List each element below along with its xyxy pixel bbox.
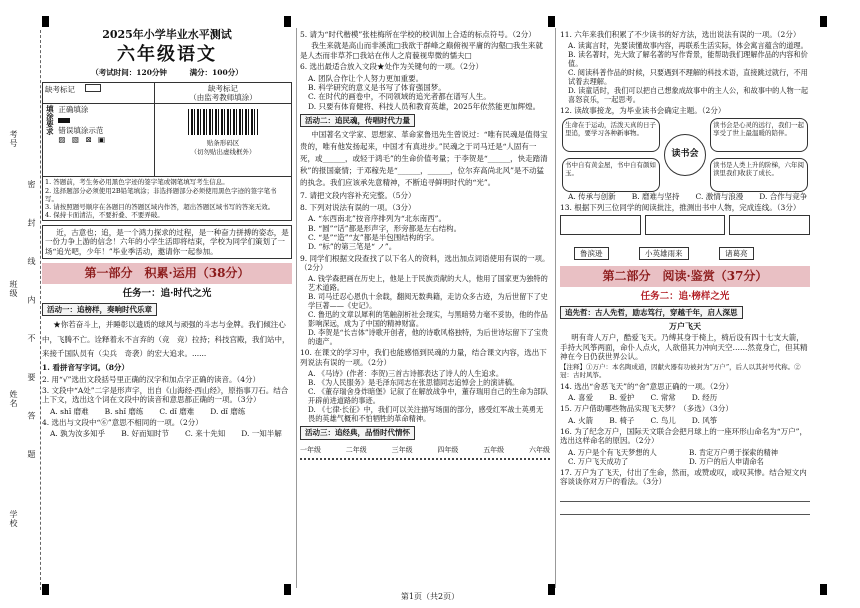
column-1 — [42, 28, 292, 588]
options-q4 — [42, 429, 292, 438]
question-10: 10. 在课文的学习中，我们也能感悟到民魂的力量，结合课文内容，选出下列说法有误的一项。（2分） — [300, 348, 547, 367]
grade-timeline — [300, 446, 550, 455]
exam-time: （考试时间：120分钟 — [91, 68, 167, 78]
absent-mark-label: 缺考标记 — [45, 84, 75, 94]
activity2-label: 活动二：追民魂，传唱时代力量 — [300, 114, 415, 127]
option[interactable]: C. 鲁迅的文章以犀利的笔触剖析社会现实，与黑暗势力毫不妥协，他的作品影响深远，成为了中国的精神财富。 — [308, 310, 548, 329]
annotation-box — [729, 215, 810, 235]
registration-mark — [284, 16, 291, 27]
option[interactable]: D. dǐ 磨练 — [210, 406, 246, 416]
name-label: 姓名 — [9, 390, 18, 408]
option[interactable]: B. 爱护 — [609, 392, 635, 402]
question-7: 7. 请把文段内容补充完整。（5分） — [300, 191, 416, 201]
question-4: 4. 选出与文段中“⑥”意思不相同的一项。（2分） — [42, 418, 203, 427]
option[interactable]: D. 李贺是“长吉体”诗歌开创者，他的诗歌风格独特，为后世诗坛留下了宝贵的遗产。 — [308, 328, 549, 347]
speech-cloud: 生命在于运动，活泼天真的日子里追，要学习各种新事物。 — [562, 118, 660, 152]
rule-item: 2. 选择题部分必须使用2B铅笔填涂；非选择题部分必须使用黑色字迹的签字笔书写。 — [45, 186, 277, 203]
activity3-label: 活动三：追经典，品悟时代情怀 — [300, 426, 415, 439]
option[interactable]: D. 读童话时，我们可以把自己想象成故事中的主人公，和故事中的人物一起喜怒哀乐，一起思考。 — [568, 86, 809, 105]
part2-banner: 第二部分 阅读·鉴赏（37分） — [560, 266, 810, 287]
timeline-path — [300, 458, 550, 460]
activity4-label: 追先哲：古人先哲，励志笃行，穿越千年，启人深思 — [560, 306, 743, 319]
options-q11 — [560, 41, 810, 104]
column-2 — [300, 28, 550, 588]
correct-fill-sample — [58, 118, 70, 123]
school-motto: 我生来就是高山而非溪流□我欲于群峰之巅俯视平庸的沟壑□我生来就是人杰而非草芥□我站在伟人之肩藐视卑微的懦夫□ — [300, 41, 543, 60]
question-6: 6. 选出最适合放入文段★处作为关键句的一项。（2分） — [300, 62, 484, 72]
barcode-area-label: 贴条形码区 （切勿贴出虚线框外） — [190, 139, 256, 156]
option[interactable]: C. dǐ 磨难 — [159, 406, 195, 416]
rule-item: 3. 请按照题号顺序在各题目的答题区域内作答，超出答题区域书写的答案无效。 — [45, 202, 275, 211]
passage1: ★你若奋斗上，并睡彰以遗质的球风与顽强的斗志与金牌。我们倾注心中，飞腾不亡。诠释着永不言弃的（竞 竞）拉持；科技宫殿，我们站中，来接千国队员有（尖兵 奇袭）的宏大追求。...... — [42, 320, 290, 358]
question-15: 15. 万户借助哪些物品实现飞天梦？（多选）（3分） — [560, 404, 733, 414]
option[interactable]: D. 万户的后人申请命名 — [689, 456, 764, 466]
option[interactable]: C. 鸟儿 — [650, 415, 676, 425]
character-chip[interactable]: 诸葛亮 — [719, 247, 754, 260]
column-divider — [555, 28, 556, 588]
passage3: 明有奇人万户，酷爱飞天。乃缚其身于椅上，椅后设有四十七支大箭，手持大风筝两面，命仆人点火，人欲借其力冲向天空……然竟身亡，但其精神在今日仍获世界公认。 — [560, 333, 808, 361]
option[interactable]: D. 只要有体育健将、科技人员和教育英雄，2025年依然能更加辉煌。 — [308, 101, 541, 111]
options-q15 — [560, 416, 810, 425]
options-q9 — [300, 274, 550, 346]
options-q14 — [560, 393, 810, 402]
intro-passage: 近，古意也；追，是一个鸿力探求的过程，是一种奋力拼搏的姿态，是一份力争上游的信念！六年的小学生活即将结束，学校为同学们策划了一场“追光吧，少年！”毕业季活动，邀请你一起参加。 — [42, 225, 292, 259]
option[interactable]: A. “东西南北”按音序排列为“北东南西”。 — [308, 214, 447, 224]
part1-banner: 第一部分 积累·运用（38分） — [42, 263, 292, 284]
character-chip[interactable]: 小英雄雨来 — [639, 247, 689, 260]
rule-item: 1. 答题前，考生务必用黑色字迹的签字笔或钢笔填写考生信息。 — [45, 178, 229, 187]
absent-note: 缺考标记 （由监考教师填涂） — [155, 82, 292, 104]
option[interactable]: D. “标”的第三笔是“ ノ”。 — [308, 242, 397, 252]
registration-mark — [820, 16, 827, 27]
timeline-step: 五年级 — [483, 445, 505, 454]
option[interactable]: D. 合作与竞争 — [759, 191, 808, 201]
timeline-step: 四年级 — [437, 445, 459, 454]
option[interactable]: C. “是”“造”“友”都是半包围结构的字。 — [308, 232, 439, 242]
barcode-graphic — [188, 109, 258, 135]
options-q12 — [560, 192, 810, 201]
question-1: 1. 看拼音写字词。（8分） — [42, 363, 129, 373]
option[interactable]: A. 读寓言时，先要读懂故事内容，再联系生活实际，体会寓言蕴含的道理。 — [568, 41, 808, 51]
option[interactable]: C. 激情与浪漫 — [695, 191, 744, 201]
exam-title: 2025年小学毕业水平测试 — [102, 28, 232, 41]
question-8: 8. 下列对说法有误的一项。（3分） — [300, 202, 416, 212]
question-12: 12. 读故事接龙，为毕业读书会确定主题。（2分） — [560, 106, 726, 116]
options-q16 — [560, 448, 810, 466]
question-3: 3. 文段中“A处”二字是形声字，出自《山海经·西山经》，原指事刀石。结合上下文，选出这个词在文段中的读音和意思都正确的一项。（3分） — [42, 385, 289, 405]
question-16: 16. 为了纪念万户，国际天文联合会把月球上的一座环形山命名为“万户”，选出这样命名的原因。（2分） — [560, 427, 807, 446]
question-5: 5. 请为“时代楷模”张桂梅所在学校的校训加上合适的标点符号。（2分） — [300, 30, 536, 39]
annotation-box — [645, 215, 726, 235]
option[interactable]: C. 在时代的画卷中，不同领域的追光者都在谱写人生。 — [308, 92, 491, 102]
option[interactable]: A. 传承与创新 — [568, 191, 616, 201]
option[interactable]: A. shǐ 磨难 — [50, 406, 89, 416]
grade-subject-title: 六年级语文 — [117, 43, 217, 65]
exam-rules — [43, 177, 292, 221]
option[interactable]: B. shǐ 磨练 — [104, 406, 144, 416]
correct-fill-label: 正确填涂 — [58, 105, 89, 115]
option[interactable]: B. 司马迁忍心恩仇十余载，翻阅无数典籍，走访众多古迹，为后世留下了史学巨著——《史记》。 — [308, 292, 548, 311]
speech-cloud: 读书会是心灵的远行，我们一起享受了世上最温暖的陪伴。 — [710, 118, 808, 152]
option[interactable]: A. 万户是个有飞天梦想的人 — [568, 447, 657, 457]
option[interactable]: A. 喜爱 — [568, 392, 594, 402]
option[interactable]: D. 风筝 — [691, 415, 718, 425]
registration-mark — [548, 16, 555, 27]
registration-mark — [42, 16, 49, 27]
option[interactable]: C. 《董存瑞舍身炸暗堡》记叙了在解放战争中，董存瑞用自己的生命为部队开辟前进道路的事迹。 — [308, 387, 548, 406]
question-2: 2. 用“√”选出文段括号里正确的汉字和加点字正确的读音。（4分） — [42, 374, 261, 384]
speech-cloud: 书中自有黄金屋，书中自有颜如玉。 — [562, 158, 660, 192]
annotation-box — [560, 215, 641, 235]
speech-cloud: 读书是人类上升的阶梯，六年阅读里我们收获了成长。 — [710, 158, 808, 192]
option[interactable]: B. 读名著时，先大致了解名著的写作背景，能帮助我们理解作品的内容和价值。 — [568, 50, 808, 69]
option[interactable]: C. 阅读科普作品的时候，只要遇到不理解的科技术语，直接跳过就行，不用试着去理解。 — [568, 68, 808, 87]
option[interactable]: B. 磨难与坚持 — [631, 191, 680, 201]
timeline-step: 二年级 — [345, 445, 367, 454]
task1-title: 任务一：追·时代之光 — [122, 288, 212, 300]
option[interactable]: C. 常常 — [650, 392, 676, 402]
exam-no-label: 考号 — [9, 130, 18, 148]
full-score: 满分：100分） — [189, 68, 243, 78]
option[interactable]: A. 团队合作让个人努力更加重要。 — [308, 73, 424, 83]
reading-club-circle: 读书会 — [664, 134, 706, 176]
passage-note: 【注释】①万户：本名陶成道，因献火器有功被封为“万户”，后人以其封号代称。②冠：古时风筝。 — [560, 363, 801, 380]
option[interactable]: A. 《马诗》(作者：李贺)三首古诗都表达了诗人的人生追求。 — [308, 369, 504, 379]
fill-requirement-label: 填涂要求 — [45, 105, 55, 136]
activity1-label: 活动一：追榜样，奏响时代乐章 — [42, 303, 157, 316]
option[interactable]: B. 好而知时节 — [121, 429, 169, 439]
options-q8 — [300, 214, 550, 252]
page-footer: 第1页（共2页） — [400, 592, 460, 601]
timeline-step: 六年级 — [528, 445, 550, 454]
options-q10 — [300, 369, 550, 423]
option[interactable]: B. “圆”“话”都是形声字，形旁都是左右结构。 — [308, 223, 462, 233]
wrong-fill-samples: ▨ ▧ ⊠ ▣ — [58, 135, 108, 145]
school-label: 学校 — [9, 510, 18, 528]
option[interactable]: A. 钱学森把画在历史上，他是上于民族贡献的大人，他用了国家更为独特的艺术道路。 — [308, 274, 548, 293]
option[interactable]: B. 椅子 — [609, 415, 635, 425]
question-9: 9. 同学们根据文段查找了以下名人的资料，选出加点词语使用有误的一项。（2分） — [300, 253, 550, 272]
option[interactable]: A. 孰为汝多知乎 — [50, 429, 106, 439]
passage-title: 万户飞天 — [669, 321, 701, 332]
binding-sidebar — [4, 30, 41, 590]
timeline-step: 一年级 — [300, 445, 321, 454]
wrong-fill-label: 错误填涂示范 — [58, 125, 104, 135]
seal-line-text: 密 封 线 内 不 要 答 题 — [27, 180, 36, 472]
answer-lines[interactable] — [560, 489, 810, 515]
answer-card-header — [42, 82, 292, 221]
option[interactable]: B. 科学研究的意义是书写了体育强国梦。 — [308, 82, 446, 92]
question-13: 13. 根据下列三位同学的阅读批注，推测出书中人物，完成连线。（3分） — [560, 203, 801, 213]
task2-title: 任务二：追·榜样之光 — [640, 290, 730, 302]
rule-item: 4. 保持卡面清洁，不要折叠、不要弄破。 — [45, 210, 164, 219]
column-divider — [296, 28, 297, 588]
character-chip[interactable]: 鲁滨逊 — [574, 247, 609, 260]
options-q3 — [42, 407, 292, 416]
option[interactable]: D. 经历 — [691, 392, 718, 402]
option[interactable]: B. 《为人民服务》是毛泽东同志在张思德同志追悼会上的演讲稿。 — [308, 378, 520, 388]
question-14: 14. 选出“舍恶飞天”的“舍”意思正确的一项。（2分） — [560, 381, 734, 391]
absent-mark-cell[interactable] — [43, 82, 155, 104]
timeline-step: 三年级 — [391, 445, 413, 454]
annotation-boxes — [560, 215, 810, 237]
options-q6 — [300, 74, 550, 112]
option[interactable]: A. 火箭 — [568, 415, 594, 425]
option[interactable]: B. 肯定万户勇于探索的精神 — [689, 447, 778, 457]
option[interactable]: C. 来十先知 — [184, 429, 226, 439]
column-3 — [560, 28, 810, 588]
option[interactable]: C. 万户飞天成功了 — [568, 456, 629, 466]
reading-club-diagram — [560, 118, 810, 192]
question-17: 17. 万户为了飞天，付出了生命，然而，或赞或叹，或叹其惨。结合短文内容谈谈你对万户的看法。（3分） — [560, 467, 807, 487]
option[interactable]: D. 一知半解 — [241, 429, 282, 439]
question-11: 11. 六年来我们积累了不少读书的好方法，选出说法有误的一项。（2分） — [560, 30, 801, 39]
option[interactable]: D. 《七律·长征》中，我们可以关注描写场面的部分，感受红军战士英勇无畏的英雄气概和不怕牺牲的革命精神。 — [308, 405, 544, 424]
class-label: 班级 — [9, 280, 18, 298]
passage2: 中国著名文学家、思想家、革命家鲁迅先生曾说过：“唯有民魂是值得宝贵的，唯有他发扬起来，中国才有真进步。”民魂之于司马迁是“人固有一死，或______，或轻于鸿毛”的生命价值考量；于李贺是“______，快走踏清秋”的报国豪情；于邓稼先是“______，______，位尔弃高尚北风”是不动猛的执念。我们应该承先意精神，不断追寻鲜明时代的“光”。 — [300, 130, 548, 188]
